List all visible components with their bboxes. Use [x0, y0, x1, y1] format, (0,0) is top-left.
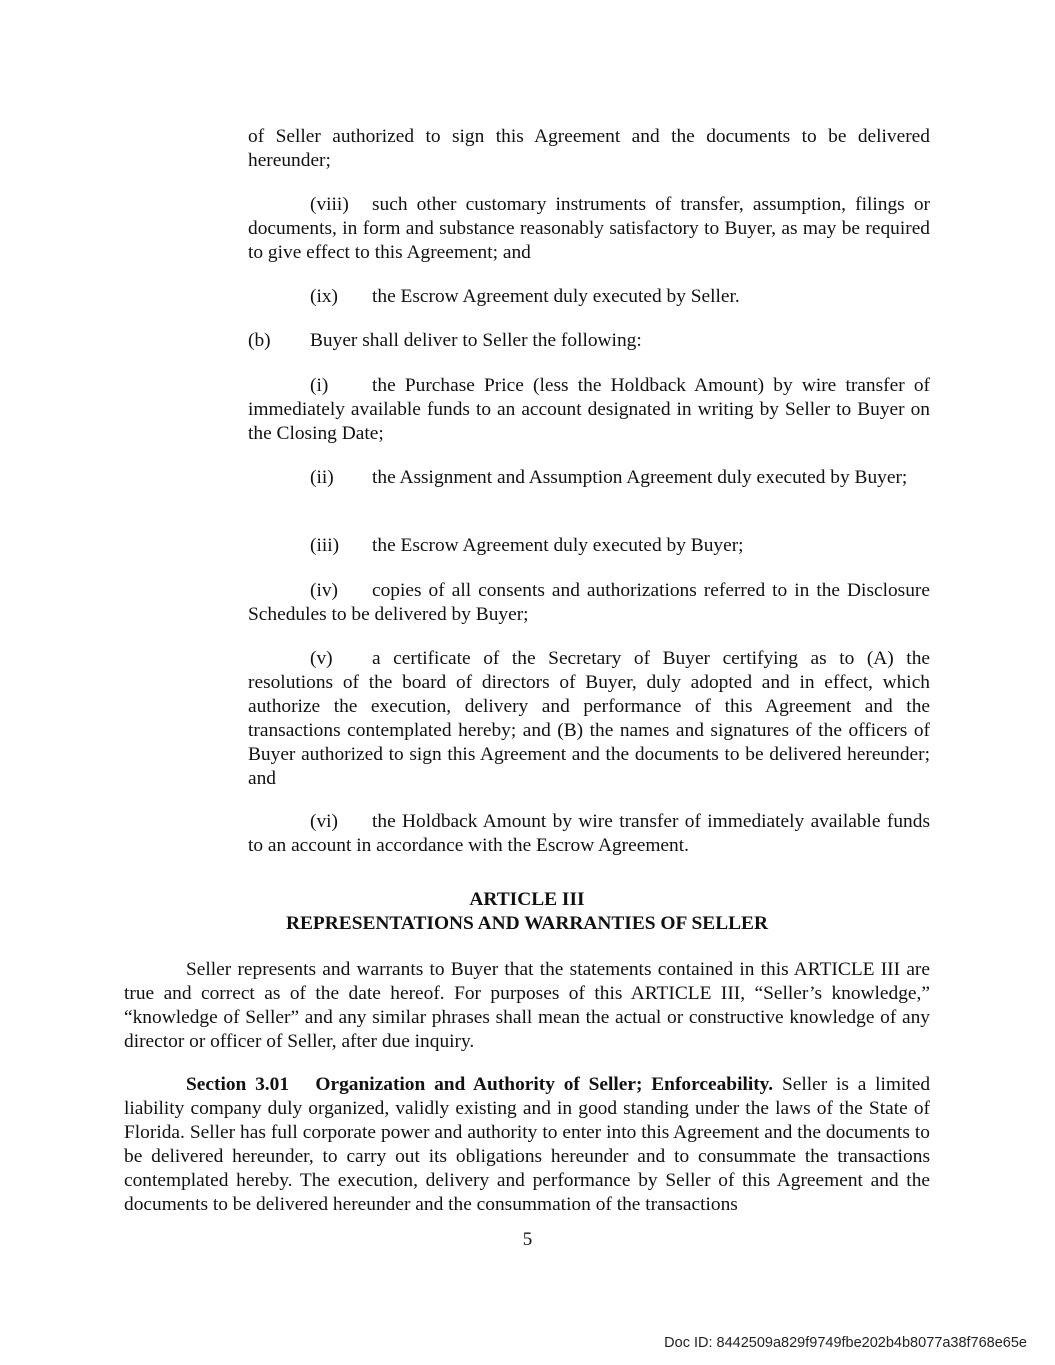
- list-item-text: such other customary instruments of transfer, assumption, filings or documents, in form and substance reasonably satisfactory to Buyer, as may be required to give effect to this Agreement; and: [248, 194, 930, 263]
- section-heading: Organization and Authority of Seller; Enforceability.: [315, 1074, 774, 1095]
- list-number: (v): [310, 648, 333, 669]
- list-item-ii: [248, 466, 930, 490]
- list-item-ix: [248, 285, 930, 309]
- list-item-viii: [248, 193, 930, 265]
- list-item-vi: [248, 810, 930, 858]
- list-number: (ii): [310, 467, 334, 488]
- list-item-v: [248, 647, 930, 791]
- list-item-iv: [248, 579, 930, 627]
- list-item-text: copies of all consents and authorizations referred to in the Disclosure Schedules to be delivered by Buyer;: [248, 580, 930, 625]
- doc-id: Doc ID: 8442509a829f9749fbe202b4b8077a38f768e65e: [664, 1335, 1027, 1351]
- paragraph-text: Seller represents and warrants to Buyer that the statements contained in this ARTICLE III are true and correct as of the date hereof. For purposes of this ARTICLE III, “Seller’s knowledge,” “knowledge of Seller” and any similar phrases shall mean the actual or constructive knowledge of any director or officer of Seller, after due inquiry.: [124, 959, 930, 1052]
- list-item-text: the Escrow Agreement duly executed by Seller.: [372, 286, 740, 307]
- list-number: (ix): [310, 286, 338, 307]
- list-item-b: [248, 329, 930, 353]
- list-item-text: the Purchase Price (less the Holdback Amount) by wire transfer of immediately available funds to an account designated in writing by Seller to Buyer on the Closing Date;: [248, 375, 930, 444]
- article-intro: [124, 958, 930, 1054]
- section-number: Section 3.01: [186, 1074, 290, 1095]
- list-number: (vi): [310, 811, 338, 832]
- list-item-text: the Assignment and Assumption Agreement duly executed by Buyer;: [372, 467, 908, 488]
- list-item-iii: [248, 534, 930, 558]
- list-number: (iv): [310, 580, 338, 601]
- list-number: (i): [310, 375, 329, 396]
- list-number: (viii): [310, 194, 349, 215]
- section-3-01: [124, 1073, 930, 1217]
- article-title: REPRESENTATIONS AND WARRANTIES OF SELLER: [285, 913, 768, 934]
- list-item-i: [248, 374, 930, 446]
- list-number: (iii): [310, 535, 340, 556]
- list-item-text: a certificate of the Secretary of Buyer certifying as to (A) the resolutions of the board of directors of Buyer, duly adopted and in effect, which authorize the execution, delivery and performance of this Agreement and the transactions contemplated hereby; and (B) the names and signatures of the officers of Buyer authorized to sign this Agreement and the documents to be delivered hereunder; and: [248, 648, 930, 789]
- section-body: Seller is a limited liability company duly organized, validly existing and in good standing under the laws of the State of Florida. Seller has full corporate power and authority to enter into this Agreement and the documents to be delivered hereunder, to carry out its obligations hereunder and to consummate the transactions contemplated hereby. The execution, delivery and performance by Seller of this Agreement and the documents to be delivered hereunder and the consummation of the transactions: [124, 1074, 931, 1215]
- list-item-text: the Escrow Agreement duly executed by Buyer;: [372, 535, 744, 556]
- paragraph-text: of Seller authorized to sign this Agreement and the documents to be delivered hereunder;: [248, 126, 930, 171]
- list-number: (b): [248, 330, 271, 351]
- list-item-text: the Holdback Amount by wire transfer of immediately available funds to an account in accordance with the Escrow Agreement.: [248, 811, 930, 856]
- article-number: ARTICLE III: [469, 889, 585, 910]
- list-item-text: Buyer shall deliver to Seller the following:: [310, 330, 642, 351]
- page-number: 5: [522, 1229, 533, 1250]
- paragraph-continuation: [248, 125, 930, 173]
